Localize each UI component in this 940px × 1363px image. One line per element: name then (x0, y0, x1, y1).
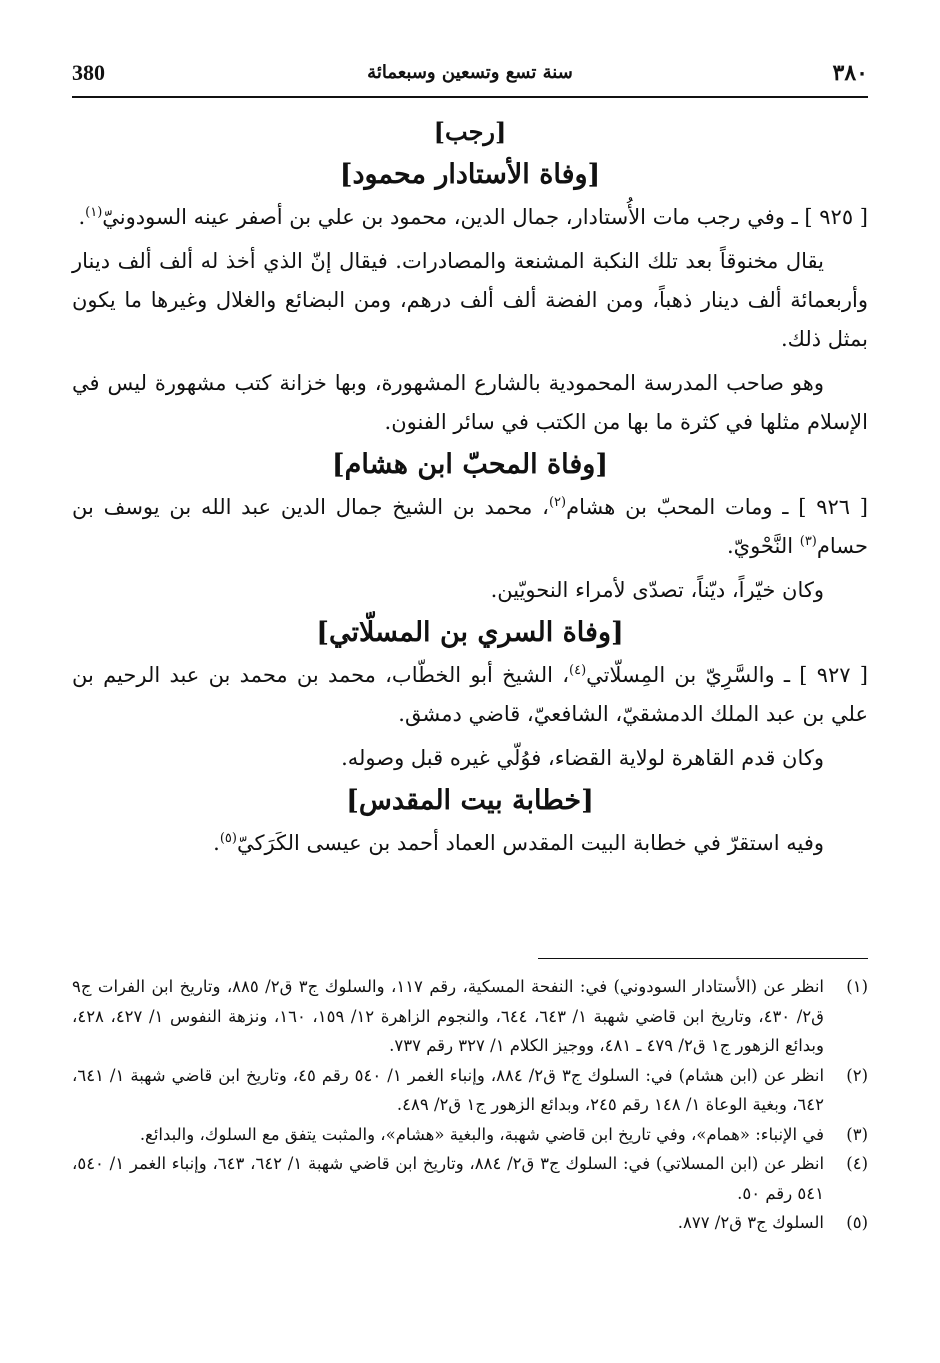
footnote (72, 1120, 868, 1150)
entry-925 (72, 198, 868, 237)
paragraph (72, 824, 868, 863)
paragraph-end: . (213, 831, 220, 855)
footnote-ref: (٥) (219, 831, 237, 846)
footnote-text: انظر عن (ابن هشام) في: السلوك ج٣ ق٢/ ٨٨٤، وإنباء الغمر ١/ ٥٤٠ رقم ٤٥، وتاريخ ابن قاضي شهبة ١/ ٦٤١، ٦٤٢، وبغية الوعاة ١/ ١٤٨ رقم ٢٤٥، وبدائع الزهور ج١ ق٢/ ٤٨٩. (72, 1065, 825, 1114)
running-title: سنة تسع وتسعين وسبعمائة (367, 62, 573, 83)
entry-number: [ ٩٢٥ ] (804, 205, 868, 229)
footnote (72, 972, 868, 1061)
entry-text: النَّحْويّ. (726, 534, 800, 558)
footnote-number: (٣) (846, 1124, 868, 1144)
main-text (72, 112, 868, 863)
paragraph: يقال مخنوقاً بعد تلك النكبة المشنعة والمصادرات. فيقال إنّ الذي أخذ له ألف ألف دينار وأربعمائة ألف دينار ذهباً، ومن الفضة ألف ألف درهم، ومن البضائع والغلال وغيرها ما يكون بمثل ذلك. (72, 249, 868, 351)
entry-number: [ ٩٢٧ ] (799, 663, 869, 687)
footnotes (72, 972, 868, 1238)
section-heading: [وفاة المحبّ ابن هشام] (331, 449, 609, 480)
paragraph: وهو صاحب المدرسة المحمودية بالشارع المشهورة، وبها خزانة كتب مشهورة ليس في الإسلام مثلها في كثرة ما بها من الكتب في سائر الفنون. (72, 371, 868, 434)
section-heading: [خطابة بيت المقدس] (346, 785, 594, 816)
footnote-number: (١) (846, 977, 868, 996)
page-number-arabic: ٣٨٠ (832, 60, 868, 86)
paragraph: وكان قدم القاهرة لولاية القضاء، فوُلّي غيره قبل وصوله. (341, 746, 824, 770)
entry-text: ، محمد بن الشيخ جمال الدين عبد الله بن يوسف بن حسام (72, 495, 868, 558)
entry-number: [ ٩٢٦ ] (798, 495, 869, 519)
page-number-latin: 380 (72, 60, 105, 85)
footnote (72, 1149, 868, 1208)
footnote-text: السلوك ج٣ ق٢/ ٨٧٧. (677, 1213, 824, 1232)
footnote-number: (٤) (846, 1154, 868, 1173)
footnote-separator (538, 958, 868, 959)
footnote (72, 1208, 868, 1238)
entry-926 (72, 488, 868, 566)
entry-text: ـ وفي رجب مات الأُستادار، جمال الدين، محمود بن علي بن أصفر عينه السودونيّ (102, 205, 805, 229)
footnote-ref: (١) (85, 205, 103, 220)
entry-text: ـ ومات المحبّ بن هشام (566, 495, 799, 519)
paragraph-text: وفيه استقرّ في خطابة البيت المقدس العماد أحمد بن عيسى الكَرَكيّ (236, 831, 824, 855)
running-header (72, 60, 868, 92)
paragraph: وكان خيّراً، ديّناً، تصدّى لأمراء النحويّين. (490, 578, 824, 602)
month-heading: [رجب] (433, 117, 507, 146)
footnote-ref: (٢) (548, 495, 567, 510)
footnote-ref: (٣) (799, 534, 817, 549)
entry-text: ـ والسَّرِيّ بن المِسلّاتي (586, 663, 800, 687)
entry-end: . (78, 205, 86, 229)
section-heading: [وفاة السري بن المسلّاتي] (316, 617, 624, 648)
entry-text: ، الشيخ أبو الخطّاب، محمد بن محمد بن عبد الرحيم بن علي بن عبد الملك الدمشقيّ، الشافعيّ، قاضي دمشق. (72, 663, 868, 726)
entry-927 (72, 656, 868, 734)
footnote-ref: (٤) (569, 663, 587, 678)
header-rule (72, 96, 868, 98)
footnote-number: (٢) (846, 1065, 868, 1085)
section-heading: [وفاة الأستادار محمود] (339, 159, 601, 190)
footnote-text: في الإنباء: «همام»، وفي تاريخ ابن قاضي شهبة، والبغية «هشام»، والمثبت يتفق مع السلوك، والبدائع. (139, 1124, 824, 1144)
footnote (72, 1061, 868, 1120)
footnote-text: انظر عن (ابن المسلاتي) في: السلوك ج٣ ق٢/ ٨٨٤، وتاريخ ابن قاضي شهبة ١/ ٦٤٢، ٦٤٣، وإنباء الغمر ١/ ٥٤٠، ٥٤١ رقم ٥٠. (72, 1154, 825, 1203)
footnote-text: انظر عن (الأستادار السودوني) في: النفحة المسكية، رقم ١١٧، والسلوك ج٣ ق٢/ ٨٨٥، وتاريخ ابن الفرات ج٩ ق٢/ ٤٣٠، وتاريخ ابن قاضي شهبة ١/ ٦٤٣، ٦٤٤، والنجوم الزاهرة ١٢/ ١٥٩، ١٦٠، ونزهة النفوس ١/ ٤٢٧، ٤٢٨، وبدائع الزهور ج١ ق٢/ ٤٧٩ ـ ٤٨١، ووجيز الكلام ١/ ٣٢٧ رقم ٧٣٧. (72, 977, 825, 1055)
footnote-number: (٥) (846, 1213, 868, 1232)
